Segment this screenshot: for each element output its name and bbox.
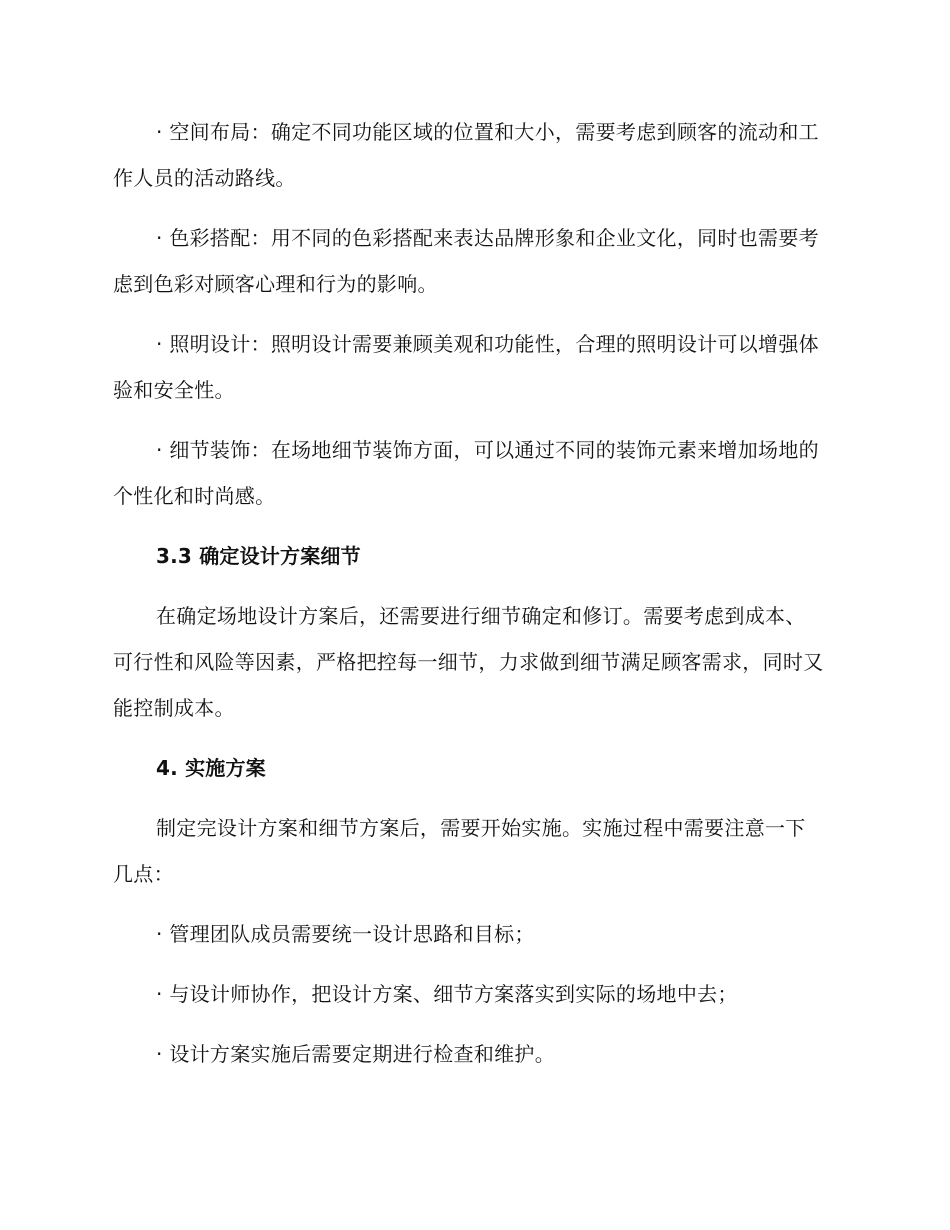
bullet-detail-decoration: · 细节装饰：在场地细节装饰方面，可以通过不同的装饰元素来增加场地的个性化和时尚感。 <box>113 438 819 508</box>
bullet-designer: · 与设计师协作，把设计方案、细节方案落实到实际的场地中去； <box>156 982 738 1006</box>
section-3-3-body: 在确定场地设计方案后，还需要进行细节确定和修订。需要考虑到成本、可行性和风险等因素，严格把控每一细节，力求做到细节满足顾客需求，同时又能控制成本。 <box>113 604 824 720</box>
section-4-heading: 4. 实施方案 <box>156 756 266 780</box>
section-4-body: 制定完设计方案和细节方案后，需要开始实施。实施过程中需要注意一下几点： <box>113 816 806 886</box>
bullet-color-matching: · 色彩搭配：用不同的色彩搭配来表达品牌形象和企业文化，同时也需要考虑到色彩对顾客心理和行为的影响。 <box>113 226 819 296</box>
section-3-3-heading: 3.3 确定设计方案细节 <box>156 544 361 568</box>
bullet-team: · 管理团队成员需要统一设计思路和目标； <box>156 922 535 946</box>
bullet-lighting-design: · 照明设计：照明设计需要兼顾美观和功能性，合理的照明设计可以增强体验和安全性。 <box>113 332 819 402</box>
document-body <box>113 109 825 1077</box>
bullet-space-layout: · 空间布局：确定不同功能区域的位置和大小，需要考虑到顾客的流动和工作人员的活动路线。 <box>113 120 819 190</box>
bullet-maintenance: · 设计方案实施后需要定期进行检查和维护。 <box>156 1042 556 1066</box>
